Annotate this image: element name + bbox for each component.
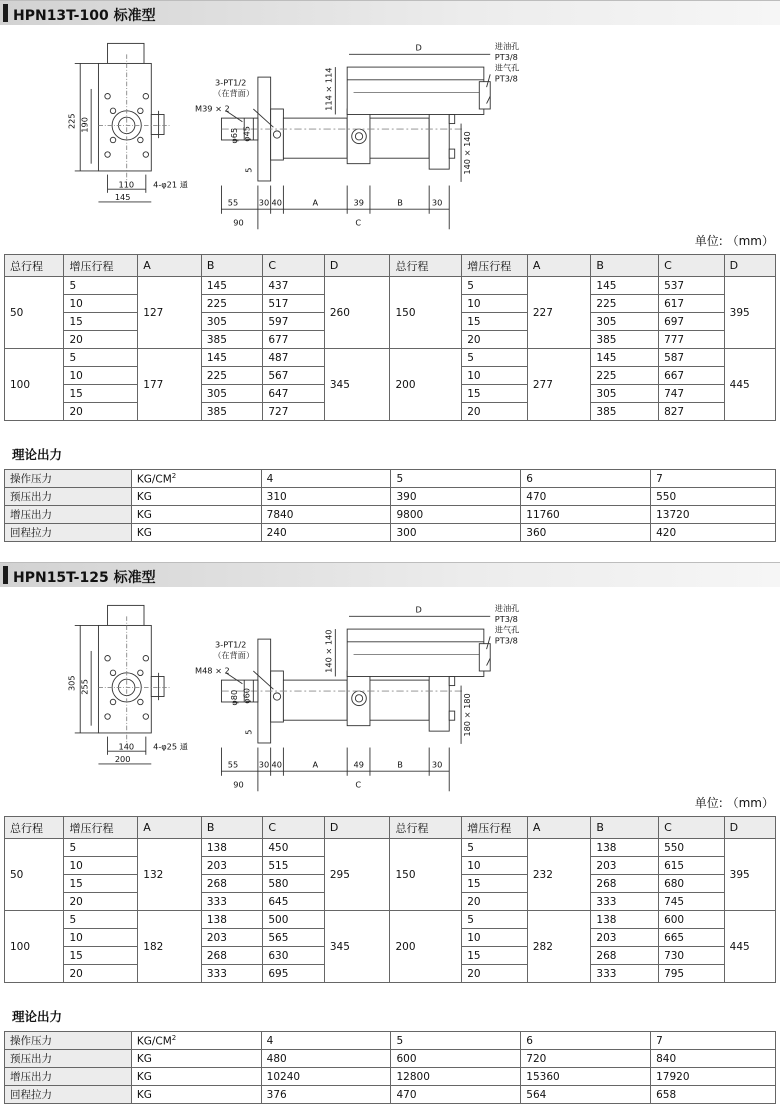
b-cell: 138 xyxy=(201,911,263,929)
c-cell: 647 xyxy=(263,385,325,403)
phi-outer-label: φ80 xyxy=(228,689,239,706)
a-cell: 282 xyxy=(527,911,591,983)
column-header: 增压行程 xyxy=(64,817,138,839)
table-row xyxy=(5,911,776,929)
c-cell: 567 xyxy=(263,367,325,385)
boost-stroke-cell: 10 xyxy=(64,367,138,385)
c-cell: 550 xyxy=(659,839,725,857)
c-cell: 537 xyxy=(659,277,725,295)
b-cell: 333 xyxy=(591,965,659,983)
c-cell: 727 xyxy=(263,403,325,421)
boost-stroke-cell: 10 xyxy=(64,295,138,313)
body-dim-label: 180 × 180 xyxy=(462,693,473,737)
dim-30a-label: 30 xyxy=(258,197,270,208)
force-unit: KG xyxy=(136,526,152,539)
column-header: 增压行程 xyxy=(462,255,528,277)
c-cell: 667 xyxy=(659,367,725,385)
boost-stroke-cell: 20 xyxy=(462,331,528,349)
force-value-cell: 4 xyxy=(261,1032,391,1050)
b-cell: 225 xyxy=(591,367,659,385)
dim-5-label: 5 xyxy=(243,729,254,735)
force-value-cell: 600 xyxy=(391,1050,521,1068)
force-value-cell: 300 xyxy=(391,524,521,542)
d-cell: 395 xyxy=(724,839,775,911)
b-cell: 138 xyxy=(591,911,659,929)
column-header: D xyxy=(724,817,775,839)
column-header: B xyxy=(591,255,659,277)
cylinder-barrel xyxy=(283,118,347,158)
phi-inner-label: φ45 xyxy=(241,125,252,142)
c-cell: 695 xyxy=(263,965,325,983)
unit-label: 单位: （mm） xyxy=(694,796,774,810)
force-row xyxy=(5,1086,776,1104)
dim-30a-label: 30 xyxy=(258,759,270,770)
c-cell: 597 xyxy=(263,313,325,331)
height-dim-label: 305 xyxy=(66,675,77,692)
boost-stroke-cell: 15 xyxy=(462,385,528,403)
b-cell: 268 xyxy=(201,875,263,893)
front-view-top-block xyxy=(108,605,144,625)
boost-stroke-cell: 15 xyxy=(462,313,528,331)
force-row xyxy=(5,470,776,488)
c-cell: 600 xyxy=(659,911,725,929)
a-cell: 232 xyxy=(527,839,591,911)
force-value-cell: 658 xyxy=(651,1086,776,1104)
force-unit-cell xyxy=(131,1086,261,1104)
c-cell: 450 xyxy=(263,839,325,857)
force-value-cell: 10240 xyxy=(261,1068,391,1086)
technical-drawing xyxy=(0,27,780,232)
force-value-cell: 13720 xyxy=(651,506,776,524)
holes-label: 4-φ25 通 xyxy=(153,741,188,752)
b-cell: 145 xyxy=(591,349,659,367)
b-cell: 225 xyxy=(201,295,263,313)
d-cell: 395 xyxy=(724,277,775,349)
dim-b-label: B xyxy=(397,759,403,770)
force-value-cell: 5 xyxy=(391,470,521,488)
dim-39-label: 39 xyxy=(353,197,364,208)
force-value-cell: 7 xyxy=(651,1032,776,1050)
phi-inner-label: φ60 xyxy=(241,687,252,704)
force-value-cell: 470 xyxy=(521,488,651,506)
boost-stroke-cell: 20 xyxy=(64,965,138,983)
b-cell: 145 xyxy=(201,277,263,295)
boost-stroke-cell: 20 xyxy=(462,893,528,911)
total-stroke-cell: 150 xyxy=(390,277,462,349)
total-stroke-cell: 50 xyxy=(5,277,64,349)
boost-stroke-cell: 20 xyxy=(64,403,138,421)
column-header: 总行程 xyxy=(390,255,462,277)
thread-label: M48 × 2 xyxy=(195,665,230,676)
column-header: C xyxy=(659,255,725,277)
d-cell: 345 xyxy=(324,349,390,421)
boost-stroke-cell: 15 xyxy=(64,947,138,965)
b-cell: 225 xyxy=(591,295,659,313)
force-row-label: 操作压力 xyxy=(5,470,132,488)
oil-tank xyxy=(347,67,484,114)
force-unit: KG xyxy=(136,1088,152,1101)
force-row xyxy=(5,488,776,506)
c-cell: 587 xyxy=(659,349,725,367)
a-cell: 127 xyxy=(138,277,202,349)
table-header-row xyxy=(5,817,776,839)
c-cell: 777 xyxy=(659,331,725,349)
b-cell: 203 xyxy=(591,857,659,875)
b-cell: 385 xyxy=(201,331,263,349)
boost-stroke-cell: 10 xyxy=(462,295,528,313)
column-header: B xyxy=(591,817,659,839)
air-port-label: PT3/8 xyxy=(494,73,518,84)
c-cell: 565 xyxy=(263,929,325,947)
force-value-cell: 7840 xyxy=(261,506,391,524)
c-cell: 795 xyxy=(659,965,725,983)
hole-height-label: 190 xyxy=(79,117,90,133)
boost-stroke-cell: 10 xyxy=(462,367,528,385)
column-header: B xyxy=(201,255,263,277)
boost-stroke-cell: 10 xyxy=(64,857,138,875)
force-table xyxy=(4,469,776,542)
boost-stroke-cell: 20 xyxy=(462,403,528,421)
section-hpn13t xyxy=(0,0,780,539)
c-cell: 747 xyxy=(659,385,725,403)
force-unit: KG xyxy=(136,1052,152,1065)
cylinder-drawing xyxy=(0,589,780,794)
dim-40-label: 40 xyxy=(271,197,282,208)
dimension-table xyxy=(4,254,776,421)
force-row-label: 增压出力 xyxy=(5,1068,132,1086)
c-cell: 515 xyxy=(263,857,325,875)
column-header: D xyxy=(324,255,390,277)
air-inlet-label: 进气孔 xyxy=(494,624,520,635)
boost-stroke-cell: 15 xyxy=(64,875,138,893)
hole-width-label: 110 xyxy=(118,179,135,190)
dim-a-label: A xyxy=(312,759,319,770)
column-header: 总行程 xyxy=(390,817,462,839)
table-header-row xyxy=(5,255,776,277)
force-row-label: 预压出力 xyxy=(5,488,132,506)
force-value-cell: 550 xyxy=(651,488,776,506)
boost-stroke-cell: 15 xyxy=(64,385,138,403)
b-cell: 268 xyxy=(591,947,659,965)
b-cell: 385 xyxy=(591,403,659,421)
c-cell: 730 xyxy=(659,947,725,965)
d-cell: 295 xyxy=(324,839,390,911)
force-row xyxy=(5,1032,776,1050)
b-cell: 145 xyxy=(591,277,659,295)
dim-30b-label: 30 xyxy=(431,197,443,208)
dim-39-label: 49 xyxy=(353,759,364,770)
table-row xyxy=(5,349,776,367)
column-header: 总行程 xyxy=(5,255,64,277)
dim-55-label: 55 xyxy=(227,759,239,770)
section-header xyxy=(0,0,780,25)
b-cell: 203 xyxy=(201,857,263,875)
c-cell: 487 xyxy=(263,349,325,367)
d-cell: 445 xyxy=(724,911,775,983)
c-cell: 680 xyxy=(659,875,725,893)
b-cell: 305 xyxy=(201,313,263,331)
oil-port-label: PT3/8 xyxy=(494,613,518,624)
a-cell: 132 xyxy=(138,839,202,911)
force-unit: KG xyxy=(136,508,152,521)
a-cell: 227 xyxy=(527,277,591,349)
force-row-label: 回程拉力 xyxy=(5,524,132,542)
force-value-cell: 376 xyxy=(261,1086,391,1104)
force-unit-cell xyxy=(131,1050,261,1068)
boost-stroke-cell: 10 xyxy=(462,929,528,947)
b-cell: 305 xyxy=(591,313,659,331)
header-bar xyxy=(3,4,8,22)
total-stroke-cell: 150 xyxy=(390,839,462,911)
header-bar xyxy=(3,566,8,584)
c-cell: 665 xyxy=(659,929,725,947)
boost-stroke-cell: 5 xyxy=(462,277,528,295)
dim-5-label: 5 xyxy=(243,167,254,173)
force-unit-cell xyxy=(131,488,261,506)
force-unit-cell xyxy=(131,470,261,488)
dim-d-label: D xyxy=(415,604,422,615)
column-header: C xyxy=(263,255,325,277)
force-unit-cell xyxy=(131,1032,261,1050)
oil-port-label: PT3/8 xyxy=(494,51,518,62)
b-cell: 203 xyxy=(591,929,659,947)
force-value-cell: 5 xyxy=(391,1032,521,1050)
c-cell: 630 xyxy=(263,947,325,965)
oil-tank xyxy=(347,629,484,676)
cylinder-drawing xyxy=(0,27,780,232)
hole-width-label: 140 xyxy=(118,741,135,752)
oil-inlet-label: 进油孔 xyxy=(494,602,520,613)
section-title: HPN13T-100 标准型 xyxy=(13,8,156,24)
force-value-cell: 12800 xyxy=(391,1068,521,1086)
boost-stroke-cell: 5 xyxy=(462,349,528,367)
b-cell: 333 xyxy=(591,893,659,911)
boost-stroke-cell: 10 xyxy=(64,929,138,947)
unit-superscript: 2 xyxy=(171,1033,177,1042)
force-value-cell: 564 xyxy=(521,1086,651,1104)
c-cell: 437 xyxy=(263,277,325,295)
b-cell: 333 xyxy=(201,893,263,911)
c-cell: 615 xyxy=(659,857,725,875)
force-row xyxy=(5,524,776,542)
dim-a-label: A xyxy=(312,197,319,208)
unit-label: 单位: （mm） xyxy=(694,234,774,248)
force-value-cell: 420 xyxy=(651,524,776,542)
force-row-label: 操作压力 xyxy=(5,1032,132,1050)
b-cell: 305 xyxy=(591,385,659,403)
c-cell: 617 xyxy=(659,295,725,313)
b-cell: 138 xyxy=(201,839,263,857)
air-port-label: PT3/8 xyxy=(494,635,518,646)
total-stroke-cell: 200 xyxy=(390,349,462,421)
force-unit-cell xyxy=(131,524,261,542)
section-title: HPN15T-125 标准型 xyxy=(13,570,156,586)
c-cell: 500 xyxy=(263,911,325,929)
a-cell: 277 xyxy=(527,349,591,421)
boost-stroke-cell: 20 xyxy=(64,331,138,349)
force-value-cell: 6 xyxy=(521,1032,651,1050)
force-table xyxy=(4,1031,776,1104)
d-cell: 260 xyxy=(324,277,390,349)
body-dim-label: 140 × 140 xyxy=(462,131,473,175)
c-cell: 517 xyxy=(263,295,325,313)
force-unit: KG xyxy=(136,490,152,503)
boost-stroke-cell: 15 xyxy=(462,947,528,965)
boost-stroke-cell: 20 xyxy=(64,893,138,911)
b-cell: 268 xyxy=(201,947,263,965)
a-cell: 177 xyxy=(138,349,202,421)
b-cell: 385 xyxy=(201,403,263,421)
boost-stroke-cell: 15 xyxy=(462,875,528,893)
boost-stroke-cell: 10 xyxy=(462,857,528,875)
c-cell: 677 xyxy=(263,331,325,349)
technical-drawing xyxy=(0,589,780,794)
column-header: 增压行程 xyxy=(64,255,138,277)
dimension-table xyxy=(4,816,776,983)
c-cell: 697 xyxy=(659,313,725,331)
force-unit: KG/CM xyxy=(136,473,172,486)
port-note-label: （在背面） xyxy=(213,650,255,661)
column-header: C xyxy=(659,817,725,839)
column-header: 增压行程 xyxy=(462,817,528,839)
force-value-cell: 6 xyxy=(521,470,651,488)
tank-dim-label: 140 × 140 xyxy=(323,629,334,673)
force-title: 理论出力 xyxy=(12,1009,63,1024)
column-header: A xyxy=(527,817,591,839)
force-row-label: 增压出力 xyxy=(5,506,132,524)
dim-c-label: C xyxy=(355,779,362,790)
dim-90-label: 90 xyxy=(233,217,244,228)
boost-stroke-cell: 5 xyxy=(64,277,138,295)
force-unit-cell xyxy=(131,506,261,524)
c-cell: 645 xyxy=(263,893,325,911)
force-row xyxy=(5,1050,776,1068)
dim-40-label: 40 xyxy=(271,759,282,770)
force-value-cell: 720 xyxy=(521,1050,651,1068)
d-cell: 345 xyxy=(324,911,390,983)
b-cell: 145 xyxy=(201,349,263,367)
a-cell: 182 xyxy=(138,911,202,983)
dim-d-label: D xyxy=(415,42,422,53)
total-stroke-cell: 200 xyxy=(390,911,462,983)
column-header: C xyxy=(263,817,325,839)
hole-height-label: 255 xyxy=(79,679,90,695)
force-value-cell: 17920 xyxy=(651,1068,776,1086)
b-cell: 268 xyxy=(591,875,659,893)
tank-dim-label: 114 × 114 xyxy=(323,67,334,111)
force-value-cell: 11760 xyxy=(521,506,651,524)
total-stroke-cell: 50 xyxy=(5,839,64,911)
c-cell: 580 xyxy=(263,875,325,893)
boost-stroke-cell: 5 xyxy=(462,839,528,857)
dim-c-label: C xyxy=(355,217,362,228)
table-row xyxy=(5,839,776,857)
force-value-cell: 9800 xyxy=(391,506,521,524)
column-header: B xyxy=(201,817,263,839)
boost-stroke-cell: 5 xyxy=(64,911,138,929)
dim-b-label: B xyxy=(397,197,403,208)
booster-barrel xyxy=(370,680,429,720)
force-value-cell: 470 xyxy=(391,1086,521,1104)
column-header: A xyxy=(138,817,202,839)
oil-inlet-label: 进油孔 xyxy=(494,40,520,51)
phi-outer-label: φ65 xyxy=(228,127,239,144)
force-value-cell: 15360 xyxy=(521,1068,651,1086)
total-stroke-cell: 100 xyxy=(5,911,64,983)
holes-label: 4-φ21 通 xyxy=(153,179,188,190)
force-value-cell: 480 xyxy=(261,1050,391,1068)
port-label: 3-PT1/2 xyxy=(215,639,247,650)
b-cell: 385 xyxy=(591,331,659,349)
section-header xyxy=(0,562,780,587)
total-stroke-cell: 100 xyxy=(5,349,64,421)
port-label: 3-PT1/2 xyxy=(215,77,247,88)
column-header: A xyxy=(138,255,202,277)
force-value-cell: 390 xyxy=(391,488,521,506)
boost-stroke-cell: 5 xyxy=(64,349,138,367)
force-unit-cell xyxy=(131,1068,261,1086)
force-row-label: 回程拉力 xyxy=(5,1086,132,1104)
dim-90-label: 90 xyxy=(233,779,244,790)
force-value-cell: 360 xyxy=(521,524,651,542)
booster-barrel xyxy=(370,118,429,158)
boost-stroke-cell: 5 xyxy=(462,911,528,929)
force-value-cell: 4 xyxy=(261,470,391,488)
column-header: 总行程 xyxy=(5,817,64,839)
b-cell: 225 xyxy=(201,367,263,385)
force-title: 理论出力 xyxy=(12,447,63,462)
dim-55-label: 55 xyxy=(227,197,239,208)
force-row-label: 预压出力 xyxy=(5,1050,132,1068)
force-value-cell: 7 xyxy=(651,470,776,488)
c-cell: 827 xyxy=(659,403,725,421)
force-row xyxy=(5,1068,776,1086)
column-header: A xyxy=(527,255,591,277)
cylinder-barrel xyxy=(283,680,347,720)
column-header: D xyxy=(724,255,775,277)
port-note-label: （在背面） xyxy=(213,88,255,99)
column-header: D xyxy=(324,817,390,839)
b-cell: 203 xyxy=(201,929,263,947)
b-cell: 138 xyxy=(591,839,659,857)
width-dim-label: 145 xyxy=(114,192,131,203)
force-value-cell: 240 xyxy=(261,524,391,542)
force-unit: KG xyxy=(136,1070,152,1083)
front-view-top-block xyxy=(108,43,144,63)
force-row xyxy=(5,506,776,524)
thread-label: M39 × 2 xyxy=(195,103,230,114)
air-inlet-label: 进气孔 xyxy=(494,62,520,73)
height-dim-label: 225 xyxy=(66,113,77,130)
boost-stroke-cell: 20 xyxy=(462,965,528,983)
b-cell: 333 xyxy=(201,965,263,983)
width-dim-label: 200 xyxy=(114,754,131,765)
c-cell: 745 xyxy=(659,893,725,911)
force-value-cell: 310 xyxy=(261,488,391,506)
d-cell: 445 xyxy=(724,349,775,421)
table-row xyxy=(5,277,776,295)
dim-30b-label: 30 xyxy=(431,759,443,770)
section-hpn15t xyxy=(0,562,780,1101)
boost-stroke-cell: 5 xyxy=(64,839,138,857)
unit-superscript: 2 xyxy=(171,471,177,480)
b-cell: 305 xyxy=(201,385,263,403)
boost-stroke-cell: 15 xyxy=(64,313,138,331)
force-unit: KG/CM xyxy=(136,1035,172,1048)
force-value-cell: 840 xyxy=(651,1050,776,1068)
